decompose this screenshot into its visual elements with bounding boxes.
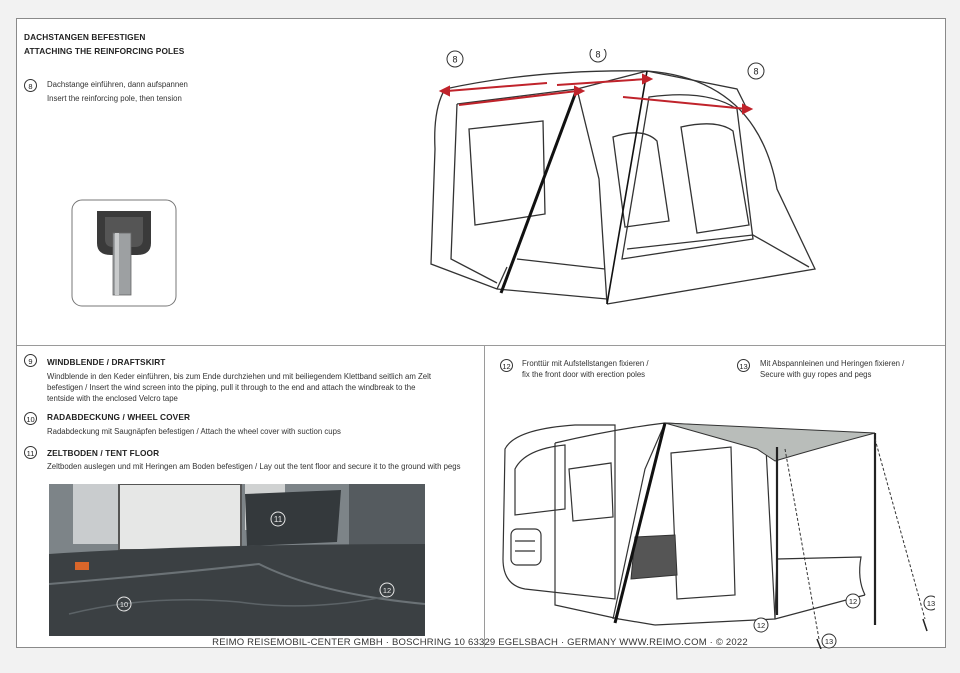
- step-9-text-1: Windblende in den Keder einführen, bis zum Ende durchziehen und mit beiliegendem Klettband seitlich am Zelt: [47, 372, 432, 381]
- step-11-heading: ZELTBODEN / TENT FLOOR: [47, 448, 160, 458]
- step-13-text-1: Mit Abspannleinen und Heringen fixieren /: [760, 359, 905, 368]
- pole-detail-illustration: [71, 199, 177, 307]
- callout-8-left: 8: [452, 54, 458, 65]
- horizontal-divider: [17, 345, 945, 346]
- instruction-page: [16, 18, 946, 648]
- tent-roof-poles-drawing: [417, 49, 817, 309]
- step-10-text: Radabdeckung mit Saugnäpfen befestigen / Attach the wheel cover with suction cups: [47, 427, 341, 436]
- step-13-number: 13: [737, 359, 750, 372]
- step-9-text-2: befestigen / Insert the wind screen into the piping, pull it through to the end and attach the windbreak to the: [47, 383, 416, 392]
- photo-label-10: 10: [119, 600, 129, 609]
- step-8-text-de: Dachstange einführen, dann aufspannen: [47, 80, 188, 89]
- step-10-heading: RADABDECKUNG / WHEEL COVER: [47, 412, 191, 422]
- step-12-number: 12: [500, 359, 513, 372]
- drawing-label-13-left: 13: [824, 637, 834, 646]
- callout-8-right: 8: [753, 66, 759, 77]
- tent-floor-photo: [49, 484, 425, 636]
- step-13-text-2: Secure with guy ropes and pegs: [760, 370, 872, 379]
- drawing-label-12-right: 12: [848, 597, 858, 606]
- step-8-number: 8: [24, 79, 37, 92]
- step-10-number: 10: [24, 412, 37, 425]
- heading-en: ATTACHING THE REINFORCING POLES: [24, 46, 185, 56]
- drawing-label-13-right: 13: [926, 599, 935, 608]
- step-9-text-3: tentside with the enclosed Velcro tape: [47, 394, 178, 403]
- step-12-text-2: fix the front door with erection poles: [522, 370, 646, 379]
- callout-8-center: 8: [595, 49, 601, 60]
- step-11-text: Zeltboden auslegen und mit Heringen am Boden befestigen / Lay out the tent floor and secure it to the ground with pegs: [47, 462, 461, 471]
- step-8-text-en: Insert the reinforcing pole, then tension: [47, 94, 182, 103]
- step-12-text-1: Fronttür mit Aufstellstangen fixieren /: [522, 359, 649, 368]
- drawing-label-12-left: 12: [756, 621, 766, 630]
- step-9-heading: WINDBLENDE / DRAFTSKIRT: [47, 357, 166, 367]
- footer-company-info: REIMO REISEMOBIL-CENTER GMBH · BOSCHRING 10 63329 EGELSBACH · GERMANY WWW.REIMO.COM · © 2022: [212, 637, 748, 648]
- step-11-number: 11: [24, 446, 37, 459]
- photo-label-12: 12: [382, 586, 392, 595]
- tent-awning-drawing: [495, 409, 935, 649]
- step-9-number: 9: [24, 354, 37, 367]
- vertical-divider: [484, 345, 485, 647]
- heading-de: DACHSTANGEN BEFESTIGEN: [24, 32, 146, 42]
- photo-label-11: 11: [273, 515, 283, 524]
